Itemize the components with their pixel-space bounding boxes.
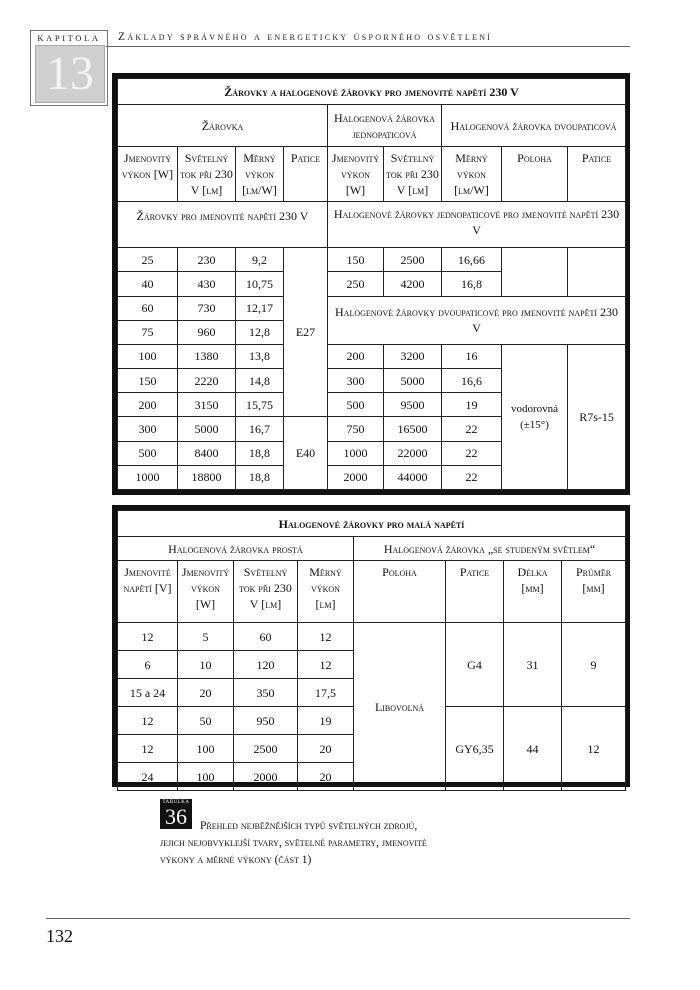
- table-cell: 300: [328, 369, 384, 393]
- col-specific-power: Měrný výkon [lm/W]: [236, 147, 284, 201]
- length-g4: 31: [504, 623, 562, 707]
- col-rated-voltage: Jmenovité napětí [V]: [118, 561, 178, 623]
- group-halo-single: Halogenová žárovka jednopaticová: [328, 105, 442, 147]
- table-cell: 1000: [328, 441, 384, 465]
- table-cell: 44000: [384, 465, 442, 489]
- table-cell: 19: [298, 707, 354, 735]
- caption-line-2: jejich nejobvyklejší tvary, světelné parametry, jmenovité: [160, 837, 427, 849]
- table-cell: 13,8: [236, 344, 284, 368]
- table-cell: 16,6: [442, 369, 502, 393]
- section-halo-single: Halogenové žárovky jednopaticové pro jmenovité napětí 230 V: [328, 201, 626, 247]
- col-rated-power: Jmenovitý výkon [W]: [118, 147, 178, 201]
- table-cell: 2000: [328, 465, 384, 489]
- table-cell: 500: [118, 441, 178, 465]
- position-any: Libovolná: [354, 623, 446, 791]
- table-cell: 5000: [384, 369, 442, 393]
- chapter-number: 13: [46, 47, 94, 100]
- page-number: 132: [46, 926, 73, 946]
- col-specific-power: Měrný výkon [lm]: [298, 561, 354, 623]
- table-cell: 2500: [234, 735, 298, 763]
- table-cell: 12: [118, 623, 178, 651]
- table-cell: 12,17: [236, 296, 284, 320]
- length-gy635: 44: [504, 707, 562, 791]
- socket-e27: E27: [284, 248, 328, 417]
- chapter-title: Základy správného a energeticky úsporného osvětlení: [118, 31, 493, 43]
- table-cell: 12: [298, 623, 354, 651]
- col-length: Délka [mm]: [504, 561, 562, 623]
- table-cell: 150: [118, 369, 178, 393]
- table-cell: 25: [118, 248, 178, 272]
- table-cell: 950: [234, 707, 298, 735]
- header-rule: [106, 46, 630, 47]
- table-cell: 12: [118, 735, 178, 763]
- table-cell: 14,8: [236, 369, 284, 393]
- table-cell: 12,8: [236, 320, 284, 344]
- table-cell: 18,8: [236, 465, 284, 489]
- table-cell: 200: [118, 393, 178, 417]
- table-cell: 20: [178, 679, 234, 707]
- table-cell: 18,8: [236, 441, 284, 465]
- table-cell: 12: [118, 707, 178, 735]
- diameter-gy635: 12: [562, 707, 626, 791]
- table-cell: 350: [234, 679, 298, 707]
- table-cell: 16,7: [236, 417, 284, 441]
- col-luminous-flux: Světelný tok při 230 V [lm]: [234, 561, 298, 623]
- table-cell: 15,75: [236, 393, 284, 417]
- table-cell: 300: [118, 417, 178, 441]
- table-cell: 16: [442, 344, 502, 368]
- table-cell: 150: [328, 248, 384, 272]
- table-cell: 40: [118, 272, 178, 296]
- table-cell: 2500: [384, 248, 442, 272]
- table-cell: 2000: [234, 763, 298, 791]
- table-cell: 6: [118, 651, 178, 679]
- col-position: Poloha: [502, 147, 568, 201]
- caption-line-3: výkony a měrné výkony (část 1): [160, 854, 312, 866]
- table-cell: 120: [234, 651, 298, 679]
- diameter-g4: 9: [562, 623, 626, 707]
- table-cell: 75: [118, 320, 178, 344]
- socket-g4: G4: [446, 623, 504, 707]
- table-cell: 17,5: [298, 679, 354, 707]
- table-cell: 22: [442, 417, 502, 441]
- table-cell-empty: [502, 248, 568, 296]
- table-cell: 500: [328, 393, 384, 417]
- group-simple: Halogenová žárovka prostá: [118, 537, 354, 561]
- section-halo-double: Halogenové žárovky dvoupaticové pro jmenovité napětí 230 V: [328, 296, 626, 344]
- table-cell: 24: [118, 763, 178, 791]
- table-cell: 8400: [178, 441, 236, 465]
- chapter-label: KAPITOLA: [37, 33, 101, 43]
- table-cell: 200: [328, 344, 384, 368]
- group-zarovka: Žárovka: [118, 105, 328, 147]
- table-cell: 100: [178, 763, 234, 791]
- table-cell: 730: [178, 296, 236, 320]
- table-cell: 22: [442, 441, 502, 465]
- table-cell: 4200: [384, 272, 442, 296]
- col-position: Poloha: [354, 561, 446, 623]
- table-cell: 1000: [118, 465, 178, 489]
- table-cell: 18800: [178, 465, 236, 489]
- table-cell: 19: [442, 393, 502, 417]
- table-cell: 22000: [384, 441, 442, 465]
- table-cell: 960: [178, 320, 236, 344]
- table-230v: [112, 73, 630, 495]
- table-cell: 250: [328, 272, 384, 296]
- col-rated-power-2: Jmenovitý výkon [W]: [328, 147, 384, 201]
- table-cell: 5: [178, 623, 234, 651]
- caption-line-1: Přehled nejběžnějších typů světelných zdrojů,: [200, 820, 418, 832]
- table-cell: 12: [298, 651, 354, 679]
- table2-title: Halogenové žárovky pro malá napětí: [118, 511, 626, 537]
- table-cell: 100: [118, 344, 178, 368]
- table-cell: 20: [298, 735, 354, 763]
- table-cell: 2220: [178, 369, 236, 393]
- table-cell: 16,66: [442, 248, 502, 272]
- group-halo-double: Halogenová žárovka dvoupaticová: [442, 105, 626, 147]
- col-socket-2: Patice: [568, 147, 626, 201]
- group-cold: Halogenová žárovka „se studeným světlem“: [354, 537, 626, 561]
- table-cell: 50: [178, 707, 234, 735]
- chapter-number-box: [35, 45, 105, 103]
- table-cell: 100: [178, 735, 234, 763]
- table-cell: 3150: [178, 393, 236, 417]
- table-cell: 16,8: [442, 272, 502, 296]
- col-diameter: Průměr [mm]: [562, 561, 626, 623]
- table-cell: 20: [298, 763, 354, 791]
- table-badge-number: 36: [165, 804, 187, 829]
- table-cell: 750: [328, 417, 384, 441]
- col-specific-power-2: Měrný výkon [lm/W]: [442, 147, 502, 201]
- table-cell: 60: [118, 296, 178, 320]
- table-badge-word: TABULKA: [162, 800, 190, 805]
- section-incandescent: Žárovky pro jmenovité napětí 230 V: [118, 201, 328, 247]
- table-cell: 1380: [178, 344, 236, 368]
- table-cell: 10,75: [236, 272, 284, 296]
- table-cell: 430: [178, 272, 236, 296]
- table1-title: Žárovky a halogenové žárovky pro jmenovité napětí 230 V: [118, 79, 626, 105]
- table-cell: 9500: [384, 393, 442, 417]
- table-cell: 230: [178, 248, 236, 272]
- col-luminous-flux: Světelný tok při 230 V [lm]: [178, 147, 236, 201]
- table-cell: 5000: [178, 417, 236, 441]
- table-cell: 22: [442, 465, 502, 489]
- table-cell: 9,2: [236, 248, 284, 272]
- table-cell: 60: [234, 623, 298, 651]
- col-rated-power: Jmenovitý výkon [W]: [178, 561, 234, 623]
- col-socket: Patice: [284, 147, 328, 201]
- double-socket: R7s-15: [568, 344, 626, 489]
- table-cell: 16500: [384, 417, 442, 441]
- chapter-box: [30, 30, 108, 106]
- col-socket: Patice: [446, 561, 504, 623]
- socket-gy635: GY6,35: [446, 707, 504, 791]
- double-position: vodorovná (±15°): [502, 344, 568, 489]
- table-cell: 10: [178, 651, 234, 679]
- socket-e40: E40: [284, 417, 328, 490]
- table-cell: 15 a 24: [118, 679, 178, 707]
- table-low-voltage: [112, 505, 630, 787]
- table-caption: [160, 818, 520, 869]
- table-cell: 3200: [384, 344, 442, 368]
- table-cell-empty: [568, 248, 626, 296]
- footer-rule: [46, 918, 630, 919]
- col-luminous-flux-2: Světelný tok při 230 V [lm]: [384, 147, 442, 201]
